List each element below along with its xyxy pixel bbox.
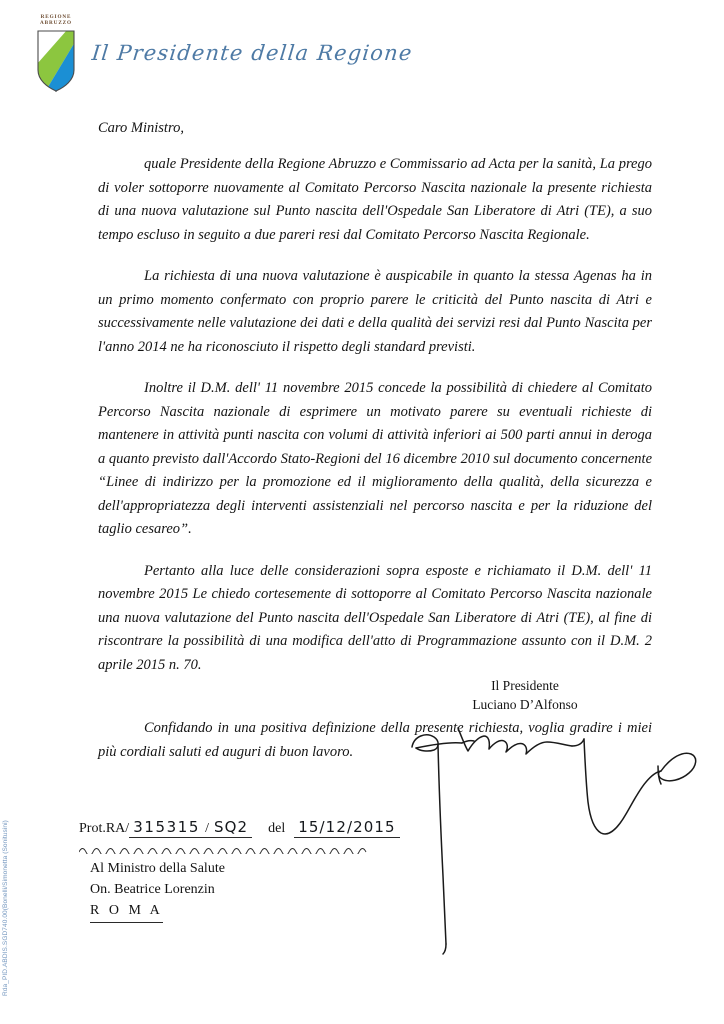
letterhead-title-text: Il Presidente della Regione: [90, 41, 414, 65]
protocol-office-code: SQ2: [210, 818, 252, 838]
recipient-line-1: Al Ministro della Salute: [90, 861, 225, 876]
closing-paragraph: Confidando in una positiva definizione della presente richiesta, voglia gradire i miei più cordiali saluti ed auguri di buon lavoro.: [98, 720, 652, 760]
protocol-separator: /: [205, 821, 209, 836]
protocol-date-label: del: [268, 821, 286, 836]
paragraph-1: quale Presidente della Regione Abruzzo e Commissario ad Acta per la sanità, La prego di voler sottoporre nuovamente al Comitato Percorso Nascita nazionale la presente richiesta di una nuova valutazione sul Punto nascita dell'Ospedale San Liberatore di Atri (TE), a suo tempo escluso in seguito a due pareri resi dal Comitato Percorso Nascita Regionale.: [98, 156, 652, 243]
regione-abruzzo-crest: [33, 14, 79, 94]
salutation: Caro Ministro,: [98, 120, 184, 136]
protocol-label: Prot.RA/: [79, 821, 130, 836]
letterhead-title: [91, 41, 414, 65]
signer-role: Il Presidente: [491, 678, 559, 693]
letterhead: [0, 0, 724, 105]
crest-text-block: [33, 14, 79, 27]
signature-block: [420, 676, 630, 714]
paragraph-3: Inoltre il D.M. dell' 11 novembre 2015 concede la possibilità di chiedere al Comitato Percorso Nascita nazionale di esprimere un motivato parere su eventuali richieste di mantenere in attività punti nascita con volumi di attività inferiori ai 500 parti annui in deroga a quanto previsto dall'Accordo Stato-Regioni del 16 dicembre 2010 sul documento concernente “Linee di indirizzo per la promozione ed il miglioramento della qualità, della sicurezza e dell'appropriatezza degli interventi assistenziali nel percorso nascita e per la riduzione del taglio cesareo”.: [98, 380, 652, 537]
recipient-city: R O M A: [90, 900, 163, 923]
shield-icon: [37, 30, 75, 92]
protocol-line: [79, 818, 400, 838]
protocol-date: 15/12/2015: [294, 818, 399, 838]
signer-name: Luciano D’Alfonso: [472, 697, 578, 712]
wavy-underline-decoration: [79, 841, 369, 850]
side-margin-stamp: Rda_PID.ABDIS.SGD740.00(Bonelli/Simonetta (Sonitusini): [2, 820, 9, 996]
recipient-block: [90, 858, 225, 923]
crest-line-regione: REGIONE: [40, 14, 72, 20]
crest-line-abruzzo: ABRUZZO: [40, 20, 72, 27]
protocol-number: 315315: [129, 818, 204, 838]
paragraph-2: La richiesta di una nuova valutazione è auspicabile in quanto la stessa Agenas ha in un primo momento confermato con proprio parere le criticità del Punto nascita di Atri e successivamente nelle valutazione dei dati e della qualità dei servizi resi dal Punto Nascita per l'anno 2014 ne ha riconosciuto il rispetto degli standard previsti.: [98, 268, 652, 355]
recipient-line-2: On. Beatrice Lorenzin: [90, 882, 215, 897]
paragraph-4: Pertanto alla luce delle considerazioni sopra esposte e richiamato il D.M. dell' 11 novembre 2015 Le chiedo cortesemente di sottoporre al Comitato Percorso Nascita nazionale una nuova valutazione del Punto nascita dell'Ospedale San Liberatore di Atri (TE), al fine di riscontrare la possibilità di una modifica dell'atto di Programmazione assunto con il D.M. 2 aprile 2015 n. 70.: [98, 562, 652, 673]
